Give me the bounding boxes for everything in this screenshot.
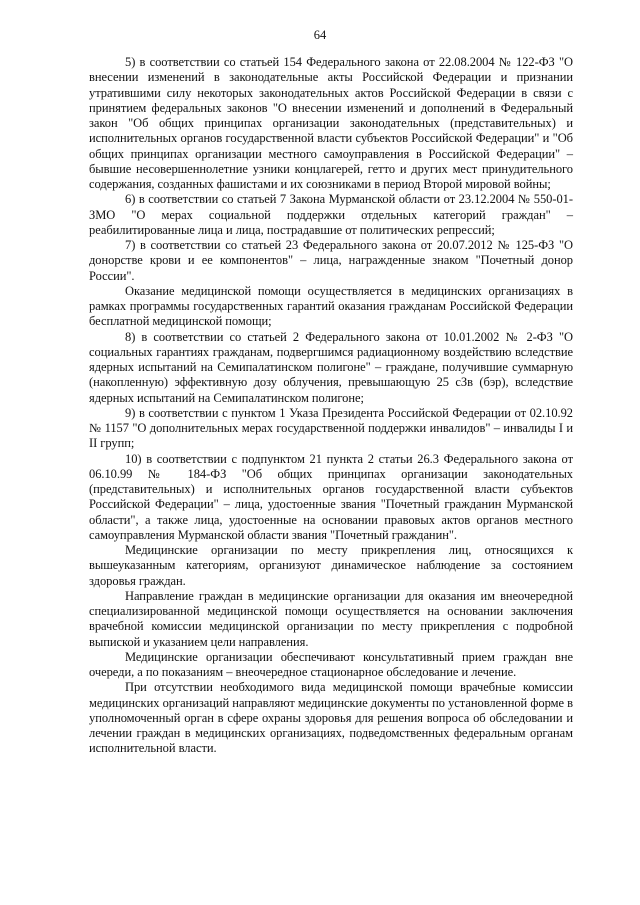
paragraph-monitoring: Медицинские организации по месту прикрепления лиц, относящихся к вышеуказанным категориям, организуют динамическое наблюдение за состоянием здоровья граждан.: [89, 543, 573, 588]
paragraph-medical-care: Оказание медицинской помощи осуществляется в медицинских организациях в рамках программы государственных гарантий оказания гражданам Российской Федерации бесплатной медицинской помощи;: [89, 283, 573, 329]
paragraph-item-9: 9) в соответствии с пунктом 1 Указа Президента Российской Федерации от 02.10.92 № 1157 "О дополнительных мерах государственной поддержки инвалидов" – инвалиды I и II групп;: [89, 405, 573, 451]
paragraph-item-8: 8) в соответствии со статьей 2 Федерального закона от 10.01.2002 № 2-ФЗ "О социальных гарантиях гражданам, подвергшимся радиационному воздействию вследствие ядерных испытаний на Семипалатинском полигоне" – граждане, получившие суммарную (накопленную) эффективную дозу облучения, превышающую 25 сЗв (бэр), вследствие ядерных испытаний на Семипалатинском полигоне;: [89, 329, 573, 405]
paragraph-referral: Направление граждан в медицинские организации для оказания им внеочередной специализированной медицинской помощи осуществляется на основании заключения врачебной комиссии медицинской организации по месту прикрепления с подробной выпиской и указанием цели направления.: [89, 588, 573, 649]
page-number: 64: [313, 28, 327, 42]
document-body: [89, 55, 573, 757]
paragraph-item-10: 10) в соответствии с подпунктом 21 пункта 2 статьи 26.3 Федерального закона от 06.10.99 № 184-ФЗ "Об общих принципах организации законодательных (представительных) и исполнительных органов государственной власти субъектов Российской Федерации" – лица, удостоенные звания "Почетный гражданин Мурманской области", а также лица, удостоенные на основании правовых актов органов местного самоуправления Мурманской области звания "Почетный гражданин".: [89, 451, 573, 542]
paragraph-absence-of-care: При отсутствии необходимого вида медицинской помощи врачебные комиссии медицинских организаций направляют медицинские документы по установленной форме в уполномоченный орган в сфере охраны здоровья для решения вопроса об обследовании и лечении граждан в медицинских организациях, подведомственных федеральным органам исполнительной власти.: [89, 680, 573, 756]
paragraph-item-6: 6) в соответствии со статьей 7 Закона Мурманской области от 23.12.2004 № 550-01-ЗМО "О мерах социальной поддержки отдельных категорий граждан" – реабилитированные лица и лица, пострадавшие от политических репрессий;: [89, 192, 573, 237]
paragraph-consultation: Медицинские организации обеспечивают консультативный прием граждан вне очереди, а по показаниям – внеочередное стационарное обследование и лечение.: [89, 649, 573, 679]
paragraph-item-7: 7) в соответствии со статьей 23 Федерального закона от 20.07.2012 № 125-ФЗ "О донорстве крови и ее компонентов" – лица, награжденные знаком "Почетный донор России".: [89, 238, 573, 283]
paragraph-item-5: 5) в соответствии со статьей 154 Федерального закона от 22.08.2004 № 122-ФЗ "О внесении изменений в законодательные акты Российской Федерации и признании утратившими силу некоторых законодательных актов Российской Федерации в связи с принятием федеральных законов "О внесении изменений и дополнений в Федеральный закон "Об общих принципах организации законодательных (представительных) и исполнительных органов государственной власти субъектов Российской Федерации" и "Об общих принципах организации местного самоуправления в Российской Федерации" – бывшие несовершеннолетние узники концлагерей, гетто и других мест принудительного содержания, созданных фашистами и их союзниками в период Второй мировой войны;: [89, 55, 573, 191]
